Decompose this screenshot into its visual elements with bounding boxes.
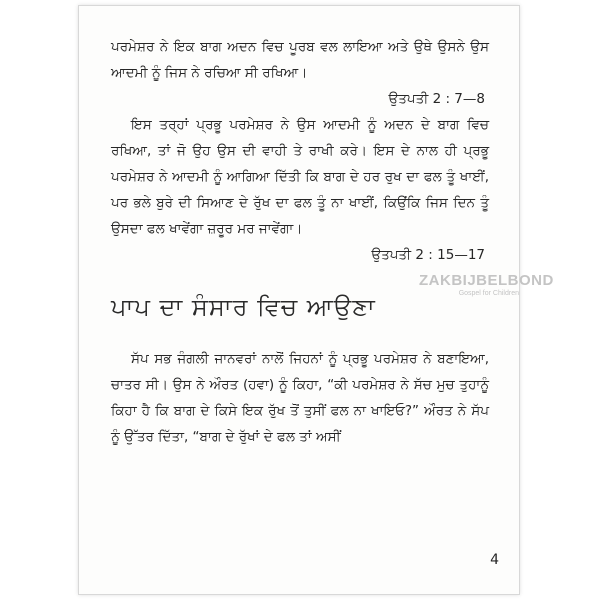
- paragraph-serpent: ਸੱਪ ਸਭ ਜੰਗਲੀ ਜਾਨਵਰਾਂ ਨਾਲੋਂ ਜਿਹਨਾਂ ਨੂੰ ਪ੍ਰਭੂ ਪਰਮੇਸ਼ਰ ਨੇ ਬਣਾਇਆ, ਚਾਤਰ ਸੀ। ਉਸ ਨੇ ਔਰਤ (ਹਵਾ) ਨੂੰ ਕਿਹਾ, “ਕੀ ਪਰਮੇਸ਼ਰ ਨੇ ਸੱਚ ਮੁਚ ਤੁਹਾਨੂੰ ਕਿਹਾ ਹੈ ਕਿ ਬਾਗ ਦੇ ਕਿਸੇ ਇਕ ਰੁੱਖ ਤੋਂ ਤੁਸੀਂ ਫਲ ਨਾ ਖਾਇਓ?” ਔਰਤ ਨੇ ਸੱਪ ਨੂੰ ਉੱਤਰ ਦਿੱਤਾ, “ਬਾਗ ਦੇ ਰੁੱਖਾਂ ਦੇ ਫਲ ਤਾਂ ਅਸੀਂ: [111, 351, 489, 445]
- section-heading: ਪਾਪ ਦਾ ਸੰਸਾਰ ਵਿਚ ਆਉਣਾ: [111, 293, 376, 321]
- paragraph-garden-planted: ਪਰਮੇਸ਼ਰ ਨੇ ਇਕ ਬਾਗ ਅਦਨ ਵਿਚ ਪੂਰਬ ਵਲ ਲਾਇਆ ਅਤੇ ਉਥੇ ਉਸਨੇ ਉਸ ਆਦਮੀ ਨੂੰ ਜਿਸ ਨੇ ਰਚਿਆ ਸੀ ਰਖਿਆ।: [111, 39, 489, 81]
- book-page: [78, 5, 554, 595]
- watermark-tagline: Gospel for Children: [458, 290, 519, 297]
- watermark-logo: ZAKBIJBELBOND: [419, 272, 554, 289]
- scripture-reference-2: ਉਤਪਤੀ 2 : 15—17: [371, 247, 485, 263]
- page-content: [111, 34, 489, 450]
- paragraph-command-tree: ਇਸ ਤਰ੍ਹਾਂ ਪ੍ਰਭੂ ਪਰਮੇਸ਼ਰ ਨੇ ਉਸ ਆਦਮੀ ਨੂੰ ਅਦਨ ਦੇ ਬਾਗ ਵਿਚ ਰਖਿਆ, ਤਾਂ ਜੋ ਉਹ ਉਸ ਦੀ ਵਾਹੀ ਤੇ ਰਾਖੀ ਕਰੇ। ਇਸ ਦੇ ਨਾਲ ਹੀ ਪ੍ਰਭੂ ਪਰਮੇਸ਼ਰ ਨੇ ਆਦਮੀ ਨੂੰ ਆਗਿਆ ਦਿੱਤੀ ਕਿ ਬਾਗ ਦੇ ਹਰ ਰੁਖ ਦਾ ਫਲ ਤੂੰ ਖਾਈਂ, ਪਰ ਭਲੇ ਬੁਰੇ ਦੀ ਸਿਆਣ ਦੇ ਰੁੱਖ ਦਾ ਫਲ ਤੂੰ ਨਾ ਖਾਈਂ, ਕਿਉਂਕਿ ਜਿਸ ਦਿਨ ਤੂੰ ਉਸਦਾ ਫਲ ਖਾਵੇਂਗਾ ਜ਼ਰੂਰ ਮਰ ਜਾਵੇਂਗਾ।: [111, 117, 489, 237]
- page-number: 4: [490, 552, 499, 568]
- publisher-watermark: [419, 272, 554, 298]
- scripture-reference-1: ਉਤਪਤੀ 2 : 7—8: [388, 91, 485, 107]
